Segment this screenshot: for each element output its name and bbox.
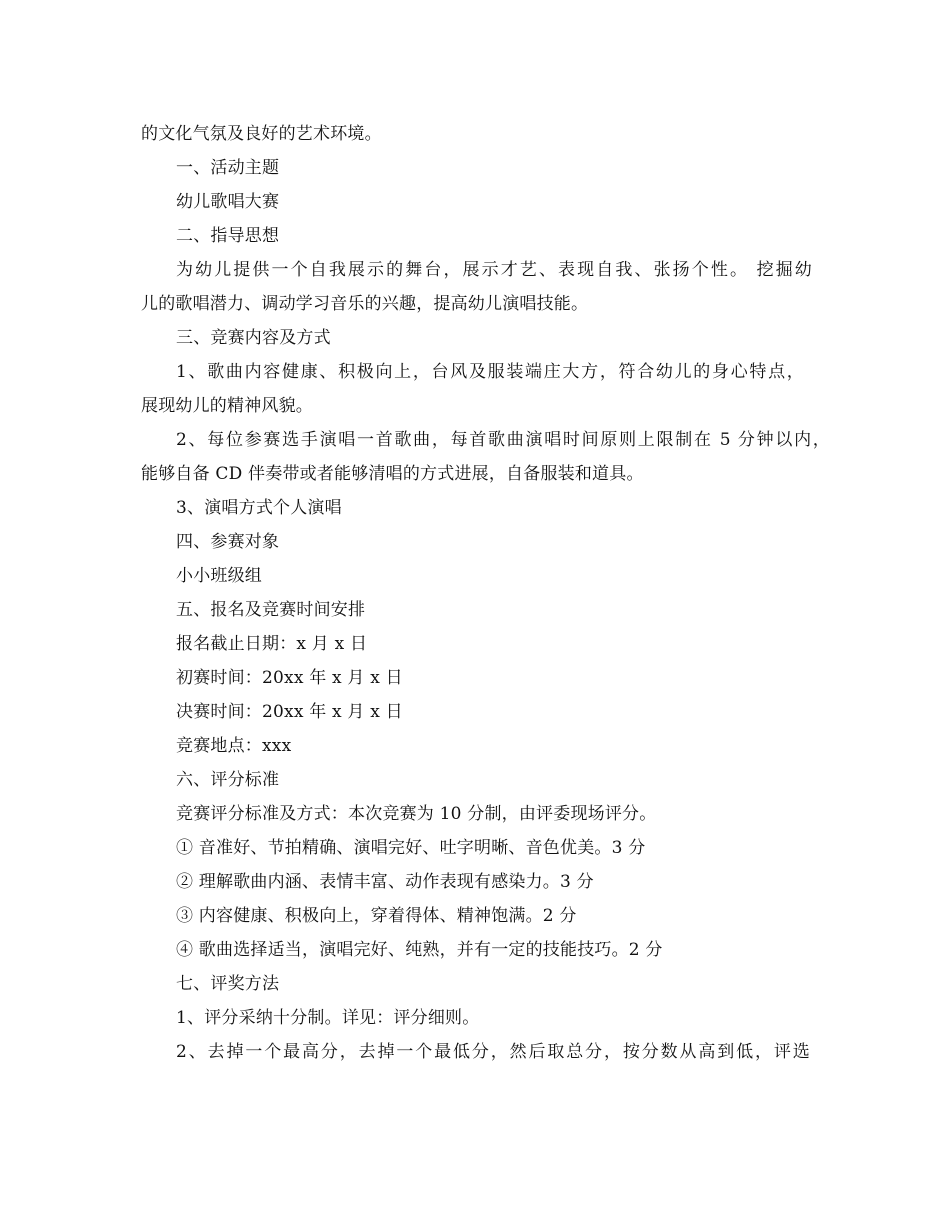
paragraph-line: 的文化气氛及良好的艺术环境。 — [141, 124, 382, 144]
section-heading-content-format: 三、竞赛内容及方式 — [176, 328, 331, 348]
paragraph-line: 儿的歌唱潜力、调动学习音乐的兴趣，提高幼儿演唱技能。 — [141, 294, 589, 314]
paragraph-line: 1、评分采纳十分制。详见：评分细则。 — [176, 1008, 480, 1028]
paragraph-line: 能够自备 CD 伴奏带或者能够清唱的方式进展，自备服装和道具。 — [141, 464, 644, 484]
section-heading-scoring-criteria: 六、评分标准 — [176, 770, 280, 790]
paragraph-line: 2、每位参赛选手演唱一首歌曲，每首歌曲演唱时间原则上限制在 5 分钟以内， — [176, 430, 830, 450]
paragraph-line: 决赛时间：20xx 年 x 月 x 日 — [176, 702, 403, 722]
paragraph-line: 报名截止日期：x 月 x 日 — [176, 634, 368, 654]
paragraph-line: 小小班级组 — [176, 566, 262, 586]
section-heading-schedule: 五、报名及竞赛时间安排 — [176, 600, 366, 620]
paragraph-line: 竞赛评分标准及方式：本次竞赛为 10 分制，由评委现场评分。 — [176, 804, 657, 824]
section-heading-activity-theme: 一、活动主题 — [176, 158, 280, 178]
list-item: ④ 歌曲选择适当，演唱完好、纯熟，并有一定的技能技巧。2 分 — [176, 940, 663, 960]
section-heading-award-method: 七、评奖方法 — [176, 974, 280, 994]
paragraph-line: 展现幼儿的精神风貌。 — [141, 396, 313, 416]
paragraph-line: 为幼儿提供一个自我展示的舞台，展示才艺、表现自我、张扬个性。 挖掘幼 — [176, 260, 812, 280]
paragraph-line: 竞赛地点：xxx — [176, 736, 292, 756]
list-item: ③ 内容健康、积极向上，穿着得体、精神饱满。2 分 — [176, 906, 577, 926]
paragraph-line: 1、歌曲内容健康、积极向上，台风及服装端庄大方，符合幼儿的身心特点， — [176, 362, 804, 382]
paragraph-line: 2、去掉一个最高分，去掉一个最低分，然后取总分，按分数从高到低，评选 — [176, 1042, 810, 1062]
section-heading-guiding-idea: 二、指导思想 — [176, 226, 280, 246]
paragraph-line: 初赛时间：20xx 年 x 月 x 日 — [176, 668, 403, 688]
list-item: ① 音准好、节拍精确、演唱完好、吐字明晰、音色优美。3 分 — [176, 838, 646, 858]
list-item: ② 理解歌曲内涵、表情丰富、动作表现有感染力。3 分 — [176, 872, 594, 892]
paragraph-line: 幼儿歌唱大赛 — [176, 192, 280, 212]
section-heading-participants: 四、参赛对象 — [176, 532, 280, 552]
paragraph-line: 3、演唱方式个人演唱 — [176, 498, 342, 518]
